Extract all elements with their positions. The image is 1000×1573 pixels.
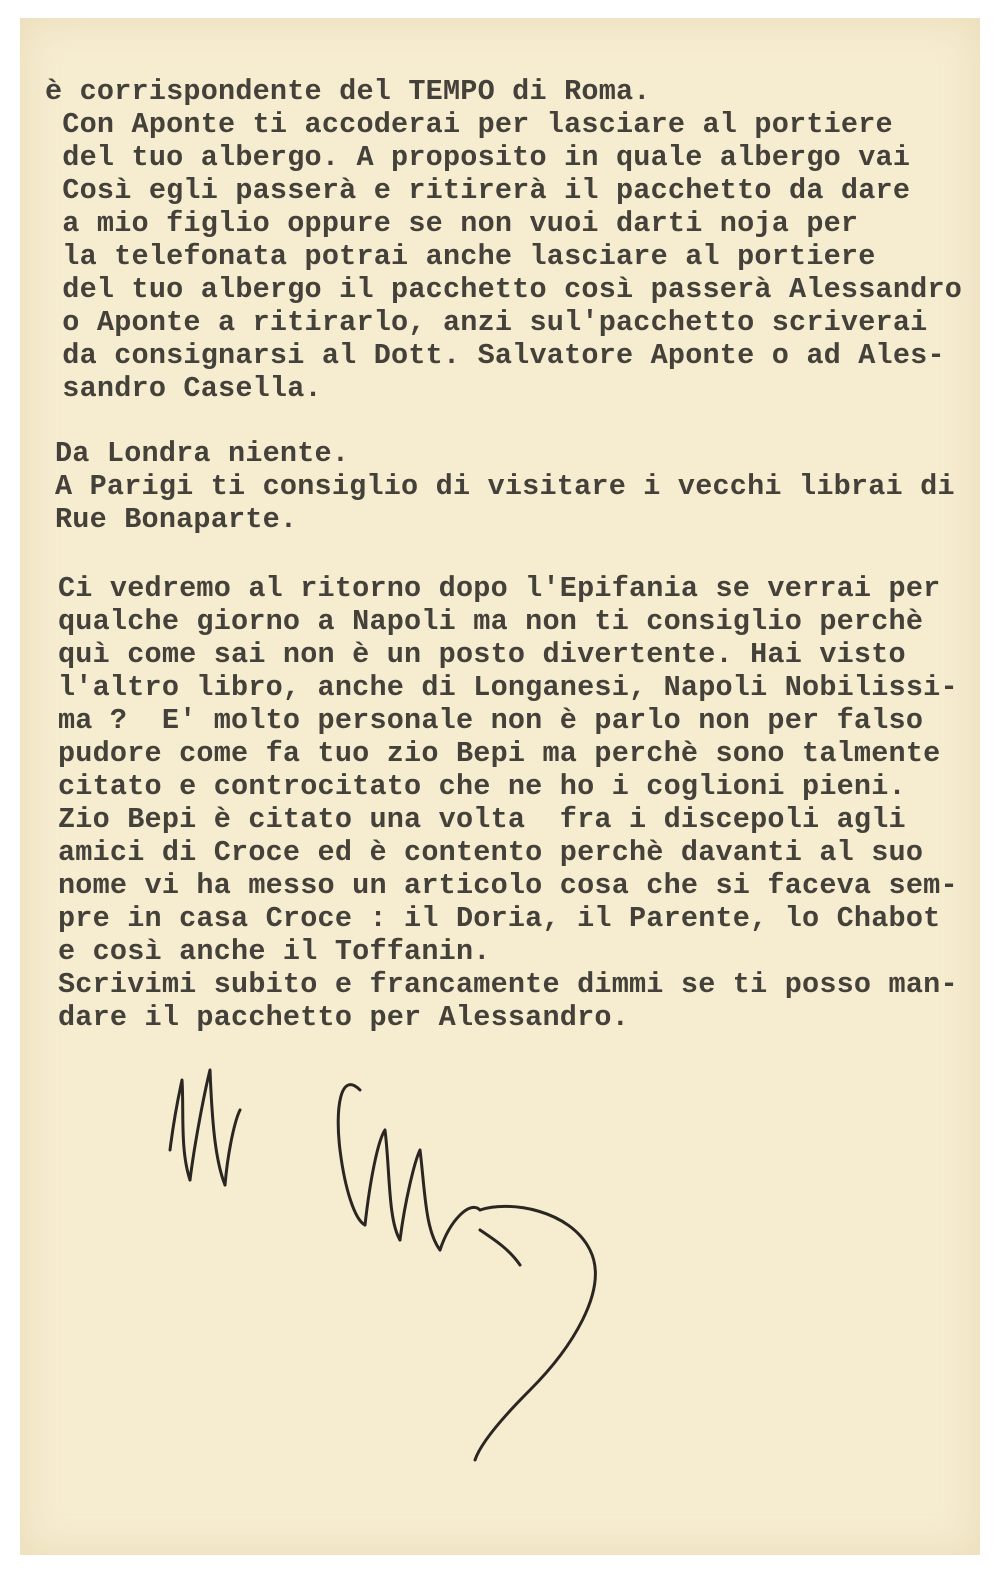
letter-line: del tuo albergo il pacchetto così passerà Alessandro xyxy=(45,273,963,306)
letter-line: citato e controcitato che ne ho i coglioni pieni. xyxy=(58,770,906,803)
letter-line: Zio Bepi è citato una volta fra i discepoli agli xyxy=(58,803,906,836)
letter-line: Rue Bonaparte. xyxy=(55,503,298,536)
letter-line: Ci vedremo al ritorno dopo l'Epifania se verrai per xyxy=(58,572,941,605)
letter-line: la telefonata potrai anche lasciare al portiere xyxy=(45,240,876,273)
letter-line: sandro Casella. xyxy=(45,372,322,405)
letter-line: Da Londra niente. xyxy=(55,437,350,470)
letter-line: quì come sai non è un posto divertente. Hai visto xyxy=(58,638,906,671)
handwritten-signature xyxy=(150,1050,650,1470)
letter-line: a mio figlio oppure se non vuoi darti noja per xyxy=(45,207,859,240)
letter-line: da consignarsi al Dott. Salvatore Aponte o ad Ales- xyxy=(45,339,945,372)
letter-line: Con Aponte ti accoderai per lasciare al portiere xyxy=(45,108,893,141)
letter-line: amici di Croce ed è contento perchè davanti al suo xyxy=(58,836,924,869)
letter-line: dare il pacchetto per Alessandro. xyxy=(58,1001,629,1034)
letter-line: è corrispondente del TEMPO di Roma. xyxy=(45,75,651,108)
letter-line: del tuo albergo. A proposito in quale albergo vai xyxy=(45,141,911,174)
letter-line: o Aponte a ritirarlo, anzi sul'pacchetto scriverai xyxy=(45,306,928,339)
letter-line: qualche giorno a Napoli ma non ti consiglio perchè xyxy=(58,605,924,638)
letter-line: ma ? E' molto personale non è parlo non per falso xyxy=(58,704,924,737)
letter-line: pudore come fa tuo zio Bepi ma perchè sono talmente xyxy=(58,737,941,770)
letter-line: l'altro libro, anche di Longanesi, Napoli Nobilissi- xyxy=(58,671,958,704)
letter-line: pre in casa Croce : il Doria, il Parente, lo Chabot xyxy=(58,902,941,935)
letter-line: nome vi ha messo un articolo cosa che si faceva sem- xyxy=(58,869,958,902)
letter-line: e così anche il Toffanin. xyxy=(58,935,491,968)
letter-line: Così egli passerà e ritirerà il pacchetto da dare xyxy=(45,174,911,207)
letter-line: Scrivimi subito e francamente dimmi se ti posso man- xyxy=(58,968,958,1001)
letter-line: A Parigi ti consiglio di visitare i vecchi librai di xyxy=(55,470,955,503)
